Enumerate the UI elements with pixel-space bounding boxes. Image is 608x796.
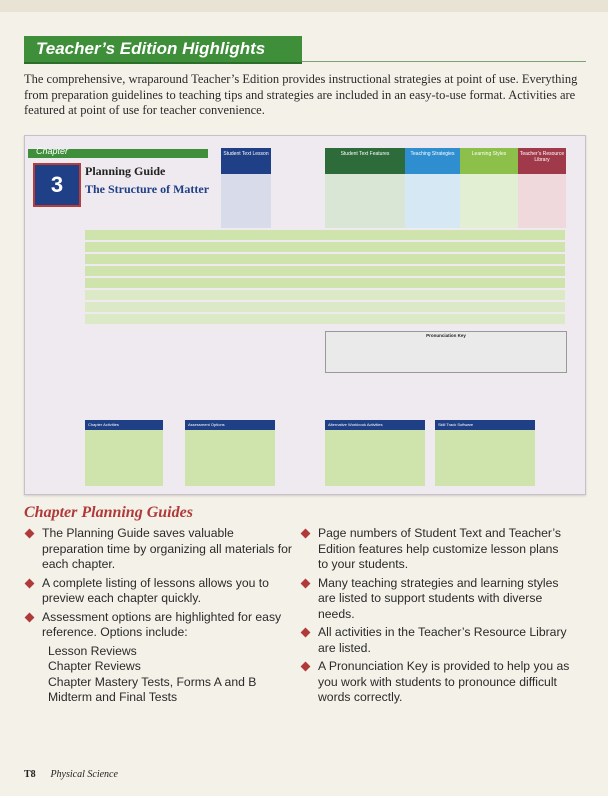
pronunciation-key-box	[325, 331, 567, 373]
column-strip	[460, 174, 518, 228]
chapter-number: 3	[50, 172, 64, 197]
column-head-student-text: Student Text Lesson	[221, 148, 271, 174]
chapter-number-block	[33, 163, 81, 207]
bottom-box-heading: Chapter Activities	[85, 420, 163, 430]
planning-guide-sample-image	[24, 135, 586, 495]
bullet-item	[300, 625, 572, 656]
bullet-item	[24, 526, 296, 573]
bullet-text: The Planning Guide saves valuable preparation time by organizing all materials for each chapter.	[42, 526, 292, 571]
bullet-text: A complete listing of lessons allows you to preview each chapter quickly.	[42, 575, 269, 605]
bullet-item	[24, 576, 296, 607]
bottom-box	[435, 420, 535, 486]
footer	[24, 769, 118, 780]
diamond-bullet-icon	[25, 612, 35, 622]
guide-subtitle: The Structure of Matter	[85, 182, 210, 196]
title-banner	[24, 36, 302, 64]
bottom-box	[185, 420, 275, 486]
page-number: T8	[24, 769, 36, 780]
right-column	[300, 526, 572, 709]
diamond-bullet-icon	[25, 529, 35, 539]
option-item: Chapter Reviews	[48, 659, 141, 673]
top-banner	[0, 0, 608, 12]
option-item: Midterm and Final Tests	[48, 690, 178, 704]
option-item: Chapter Mastery Tests, Forms A and B	[48, 674, 257, 689]
column-strip	[405, 174, 460, 228]
column-strip	[221, 174, 271, 228]
diamond-bullet-icon	[301, 529, 311, 539]
book-title: Physical Science	[50, 769, 118, 780]
column-strip	[325, 174, 405, 228]
bullet-text: All activities in the Teacher’s Resource Library are listed.	[318, 625, 567, 655]
table-row	[85, 302, 565, 312]
table-row	[85, 314, 565, 324]
chapter-bar	[28, 146, 208, 158]
bullet-item	[300, 526, 572, 573]
table-row	[85, 266, 565, 276]
table-row	[85, 254, 565, 264]
bottom-box-heading: Assessment Options	[185, 420, 275, 430]
intro-paragraph: The comprehensive, wraparound Teacher’s Edition provides instructional strategies at point of use. Everything from preparation guidelines to teaching tips and strategies are included in an easy-to-use format. Activities are featured at point of use for teacher convenience.	[24, 72, 578, 117]
column-strip	[518, 174, 566, 228]
left-column	[24, 526, 296, 706]
bullet-item	[24, 610, 296, 641]
pronunciation-key-label: Pronunciation Key	[426, 333, 466, 338]
table-row	[85, 290, 565, 300]
column-head-features: Student Text Features	[325, 148, 405, 174]
chapter-label: Chapter	[36, 146, 69, 156]
guide-title: Planning Guide	[85, 164, 166, 178]
bullet-item	[300, 659, 572, 706]
bullet-text: Page numbers of Student Text and Teacher’s Edition features help customize lesson plans to your students.	[318, 526, 562, 571]
bullet-item	[300, 576, 572, 623]
bullet-text: Many teaching strategies and learning styles are listed to support students with diverse needs.	[318, 575, 559, 621]
diamond-bullet-icon	[301, 628, 311, 638]
column-head-learning: Learning Styles	[460, 148, 518, 174]
bottom-box	[85, 420, 163, 486]
table-row	[85, 278, 565, 288]
bullet-text: A Pronunciation Key is provided to help you as you work with students to pronounce difficult words correctly.	[318, 659, 570, 704]
bottom-box-heading: Skill Track Software	[435, 420, 535, 430]
diamond-bullet-icon	[301, 578, 311, 588]
diamond-bullet-icon	[301, 662, 311, 672]
bottom-box	[325, 420, 425, 486]
title-rule	[302, 61, 586, 62]
page-title: Teacher’s Edition Highlights	[36, 39, 266, 58]
option-item: Lesson Reviews	[48, 643, 137, 658]
table-row	[85, 242, 565, 252]
column-head-teaching: Teaching Strategies	[405, 148, 460, 174]
bottom-box-heading: Alternative Workbook Activities	[325, 420, 425, 430]
table-row	[85, 230, 565, 240]
section-heading: Chapter Planning Guides	[24, 504, 193, 521]
bullet-text: Assessment options are highlighted for easy reference. Options include:	[42, 609, 282, 639]
column-head-resource: Teacher’s Resource Library	[518, 148, 566, 174]
diamond-bullet-icon	[25, 578, 35, 588]
